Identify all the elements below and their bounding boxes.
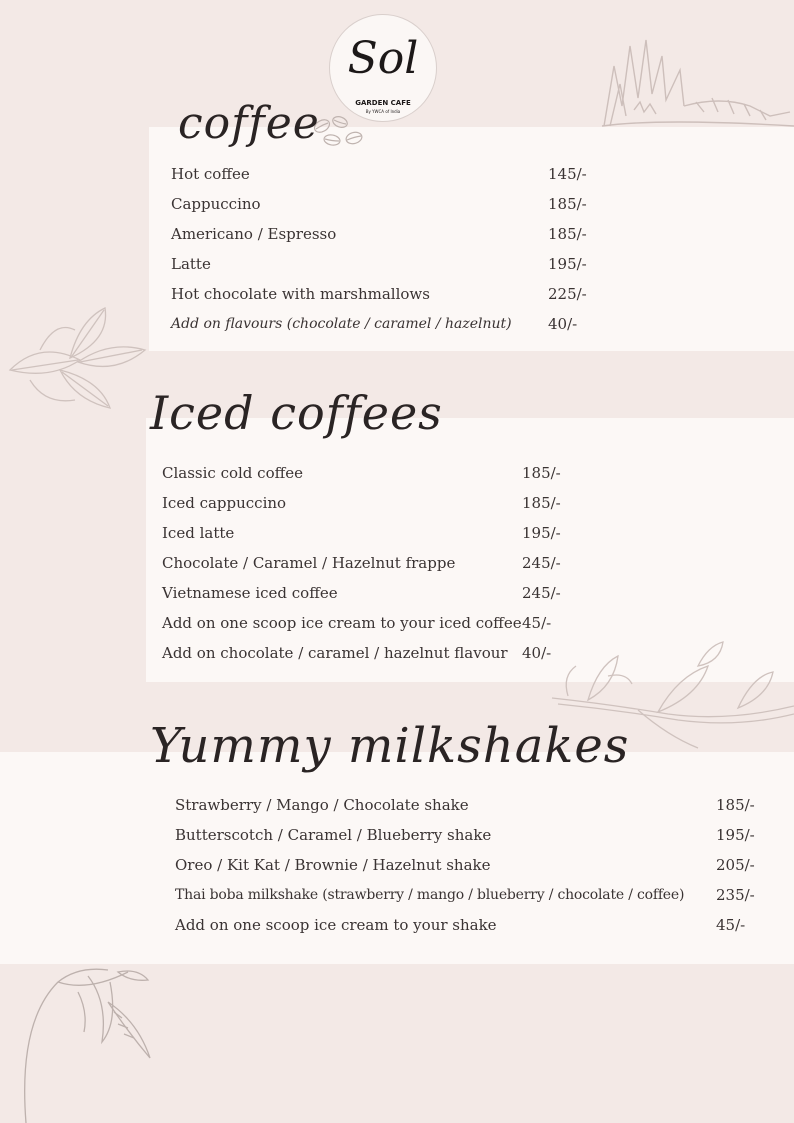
menu-item-name: Vietnamese iced coffee [162,584,338,602]
menu-item-name: Latte [171,255,211,273]
cafe-logo [329,14,437,122]
menu-item-name: Butterscotch / Caramel / Blueberry shake [175,826,492,844]
menu-item-price: 235/- [716,886,755,904]
logo-wordmark: Sol [347,33,419,84]
menu-item-price: 185/- [522,494,561,512]
menu-item-name: Add on chocolate / caramel / hazelnut flavour [162,644,508,662]
coffee-heading: coffee [178,98,320,149]
menu-item-price: 185/- [548,195,587,213]
menu-item-name: Hot chocolate with marshmallows [171,285,430,303]
menu-item-name: Americano / Espresso [171,225,337,243]
menu-item-name: Iced cappuccino [162,494,287,512]
menu-item-price: 185/- [716,796,755,814]
menu-item-price: 195/- [522,524,561,542]
logo-cafe-name: GARDEN CAFE [355,99,411,107]
iced-coffees-heading: Iced coffees [150,386,443,440]
menu-item-price: 205/- [716,856,755,874]
menu-item-price: 185/- [522,464,561,482]
menu-item-price: 245/- [522,584,561,602]
logo-tagline: By YWCA of India [365,109,401,114]
menu-item-name: Iced latte [162,524,235,542]
menu-item-price: 195/- [716,826,755,844]
menu-item-price: 40/- [548,315,578,333]
menu-item-name: Oreo / Kit Kat / Brownie / Hazelnut shake [175,856,491,874]
menu-item-price: 40/- [522,644,552,662]
menu-item-price: 225/- [548,285,587,303]
menu-item-price: 45/- [716,916,746,934]
menu-item-price: 45/- [522,614,552,632]
tree-sketch-icon [18,962,158,1123]
menu-item-name: Add on flavours (chocolate / caramel / hazelnut) [171,316,512,332]
menu-item-price: 185/- [548,225,587,243]
menu-item-price: 195/- [548,255,587,273]
menu-item-name: Add on one scoop ice cream to your iced coffee [162,614,522,632]
menu-item-price: 145/- [548,165,587,183]
menu-item-name: Strawberry / Mango / Chocolate shake [175,796,469,814]
menu-item-price: 245/- [522,554,561,572]
menu-item-name: Add on one scoop ice cream to your shake [175,916,497,934]
menu-item-name: Cappuccino [171,195,261,213]
milkshakes-heading: Yummy milkshakes [150,718,630,774]
grass-illustration-icon [600,36,794,128]
menu-item-name: Thai boba milkshake (strawberry / mango / blueberry / chocolate / coffee) [175,887,685,903]
leaves-illustration-icon [0,300,150,415]
menu-item-name: Hot coffee [171,165,250,183]
menu-item-name: Classic cold coffee [162,464,304,482]
menu-item-name: Chocolate / Caramel / Hazelnut frappe [162,554,456,572]
